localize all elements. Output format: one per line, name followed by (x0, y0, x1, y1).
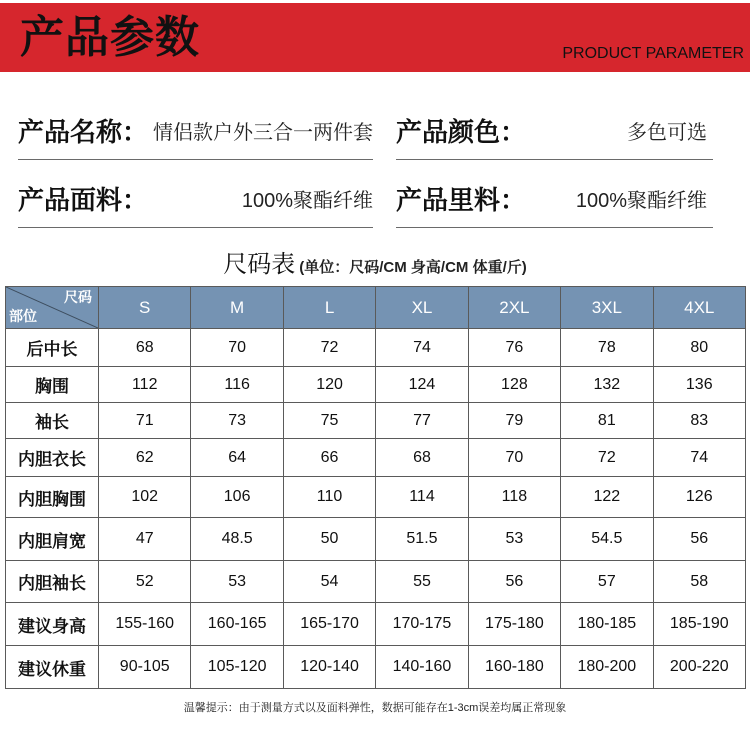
table-cell: 126 (653, 477, 745, 518)
size-table (5, 286, 746, 689)
spec-lining-fabric (396, 178, 713, 228)
table-cell: 136 (653, 367, 745, 403)
table-row (6, 561, 746, 603)
table-cell: 75 (283, 403, 375, 439)
table-cell: 128 (468, 367, 560, 403)
table-cell: 70 (468, 439, 560, 477)
size-header-row (6, 287, 746, 329)
size-header-4xl: 4XL (653, 287, 745, 329)
spec-outer-fabric (18, 178, 373, 228)
table-row (6, 367, 746, 403)
table-cell: 58 (653, 561, 745, 603)
table-cell: 64 (191, 439, 283, 477)
table-cell: 52 (99, 561, 191, 603)
table-cell: 62 (99, 439, 191, 477)
table-cell: 160-180 (468, 646, 560, 689)
table-cell: 78 (561, 329, 653, 367)
spec-value: 100%聚酯纤维 (241, 190, 373, 212)
table-row (6, 477, 746, 518)
table-cell: 102 (99, 477, 191, 518)
footer-note: 温馨提示：由于测量方式以及面料弹性，数据可能存在1-3cm误差均属正常现象 (183, 702, 567, 714)
table-cell: 140-160 (376, 646, 468, 689)
table-cell: 114 (376, 477, 468, 518)
table-row (6, 439, 746, 477)
spec-label: 产品里料： (396, 185, 527, 215)
table-cell: 120 (283, 367, 375, 403)
table-cell: 68 (376, 439, 468, 477)
size-table-unit-note: (单位：尺码/CM 身高/CM 体重/斤) (299, 259, 527, 276)
row-label: 内胆肩宽 (6, 518, 99, 561)
table-cell: 70 (191, 329, 283, 367)
corner-size-label: 尺码 (64, 289, 92, 305)
table-cell: 118 (468, 477, 560, 518)
table-cell: 55 (376, 561, 468, 603)
spec-value: 100%聚酯纤维 (575, 190, 707, 212)
size-header-s: S (99, 287, 191, 329)
table-row (6, 603, 746, 646)
table-cell: 105-120 (191, 646, 283, 689)
table-cell: 124 (376, 367, 468, 403)
title-banner (0, 3, 750, 72)
table-cell: 122 (561, 477, 653, 518)
spec-product-color (396, 110, 713, 160)
size-header-3xl: 3XL (561, 287, 653, 329)
table-cell: 120-140 (283, 646, 375, 689)
row-label: 建议休重 (6, 646, 99, 689)
table-row (6, 518, 746, 561)
table-cell: 180-185 (561, 603, 653, 646)
row-label: 内胆胸围 (6, 477, 99, 518)
table-cell: 54.5 (561, 518, 653, 561)
table-cell: 81 (561, 403, 653, 439)
table-cell: 71 (99, 403, 191, 439)
page-subtitle: PRODUCT PARAMETER (562, 45, 744, 62)
size-table-title: 尺码表 (223, 251, 296, 278)
table-cell: 106 (191, 477, 283, 518)
page-title: 产品参数 (20, 13, 200, 62)
spec-label: 产品面料： (18, 185, 149, 215)
table-cell: 50 (283, 518, 375, 561)
table-cell: 79 (468, 403, 560, 439)
table-cell: 47 (99, 518, 191, 561)
table-cell: 56 (653, 518, 745, 561)
table-cell: 155-160 (99, 603, 191, 646)
table-cell: 73 (191, 403, 283, 439)
table-cell: 175-180 (468, 603, 560, 646)
size-header-m: M (191, 287, 283, 329)
table-cell: 76 (468, 329, 560, 367)
table-cell: 48.5 (191, 518, 283, 561)
table-cell: 72 (561, 439, 653, 477)
spec-value: 情侣款户外三合一两件套 (153, 122, 373, 144)
table-cell: 56 (468, 561, 560, 603)
size-table-heading (0, 250, 750, 282)
table-row (6, 329, 746, 367)
row-label: 建议身高 (6, 603, 99, 646)
size-header-l: L (283, 287, 375, 329)
table-cell: 53 (191, 561, 283, 603)
table-cell: 68 (99, 329, 191, 367)
table-cell: 180-200 (561, 646, 653, 689)
row-label: 袖长 (6, 403, 99, 439)
row-label: 后中长 (6, 329, 99, 367)
size-header-2xl: 2XL (468, 287, 560, 329)
spec-label: 产品名称： (18, 117, 149, 147)
table-cell: 72 (283, 329, 375, 367)
table-cell: 90-105 (99, 646, 191, 689)
table-cell: 132 (561, 367, 653, 403)
table-cell: 165-170 (283, 603, 375, 646)
table-corner-cell (6, 287, 99, 329)
spec-value: 多色可选 (627, 122, 707, 144)
table-cell: 80 (653, 329, 745, 367)
table-row (6, 646, 746, 689)
table-cell: 51.5 (376, 518, 468, 561)
table-cell: 66 (283, 439, 375, 477)
table-cell: 170-175 (376, 603, 468, 646)
table-cell: 54 (283, 561, 375, 603)
table-cell: 200-220 (653, 646, 745, 689)
table-cell: 116 (191, 367, 283, 403)
size-header-xl: XL (376, 287, 468, 329)
row-label: 内胆衣长 (6, 439, 99, 477)
table-cell: 110 (283, 477, 375, 518)
row-label: 胸围 (6, 367, 99, 403)
table-cell: 53 (468, 518, 560, 561)
table-cell: 74 (376, 329, 468, 367)
spec-product-name (18, 110, 373, 160)
table-row (6, 403, 746, 439)
spec-label: 产品颜色： (396, 117, 527, 147)
table-cell: 160-165 (191, 603, 283, 646)
table-cell: 185-190 (653, 603, 745, 646)
table-cell: 112 (99, 367, 191, 403)
corner-part-label: 部位 (9, 308, 37, 324)
row-label: 内胆袖长 (6, 561, 99, 603)
table-cell: 77 (376, 403, 468, 439)
table-cell: 83 (653, 403, 745, 439)
size-table-body (6, 329, 746, 689)
table-cell: 74 (653, 439, 745, 477)
table-cell: 57 (561, 561, 653, 603)
